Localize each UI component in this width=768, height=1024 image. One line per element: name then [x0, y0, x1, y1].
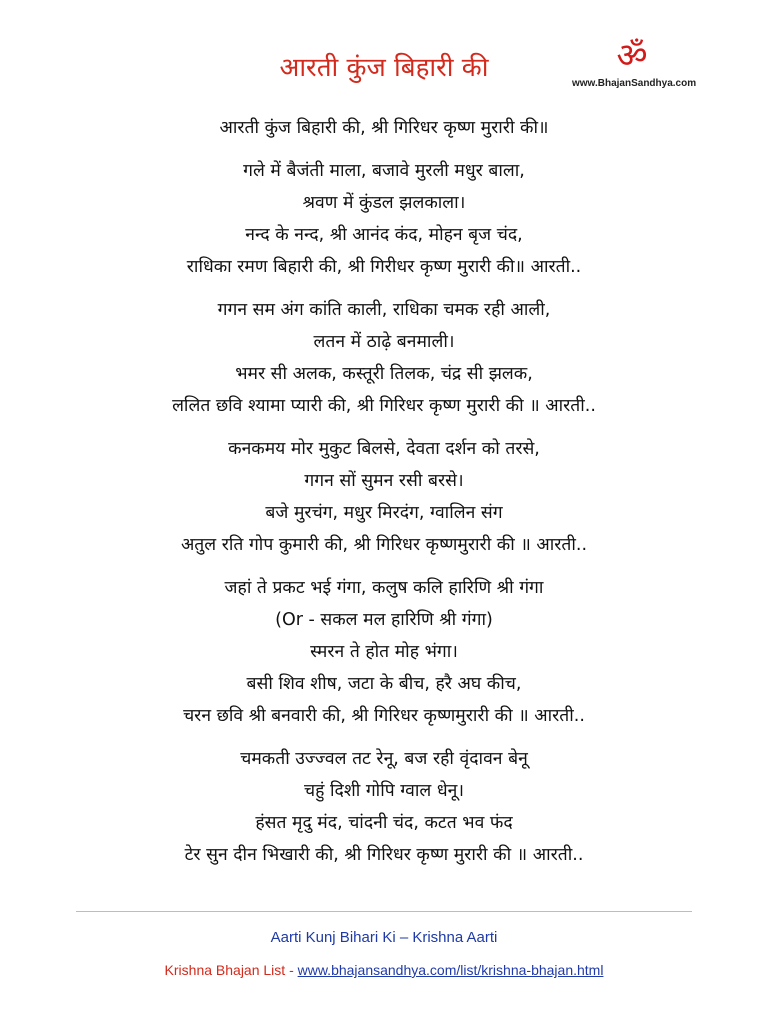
lyric-line: (Or - सकल मल हारिणि श्री गंगा): [275, 610, 493, 630]
stanza: [0, 572, 768, 732]
lyric-line: बजे मुरचंग, मधुर मिरदंग, ग्वालिन संग: [265, 503, 503, 523]
lyric-line: चहुं दिशी गोपि ग्वाल धेनू।: [304, 781, 464, 801]
page-title: आरती कुंज बिहारी की: [279, 53, 489, 83]
lyrics-body: [0, 112, 768, 882]
logo-url-text: www.BhajanSandhya.com: [572, 78, 697, 89]
lyric-line: राधिका रमण बिहारी की, श्री गिरीधर कृष्ण मुरारी की॥ आरती..: [186, 257, 582, 277]
footer-title: Aarti Kunj Bihari Ki – Krishna Aarti: [270, 929, 498, 946]
lyric-line: स्मरन ते होत मोह भंगा।: [310, 642, 458, 662]
stanza: [0, 155, 768, 283]
lyric-line: बसी शिव शीष, जटा के बीच, हरै अघ कीच,: [246, 674, 522, 694]
lyric-line: भमर सी अलक, कस्तूरी तिलक, चंद्र सी झलक,: [235, 364, 533, 384]
lyric-line: नन्द के नन्द, श्री आनंद कंद, मोहन बृज चंद,: [245, 225, 523, 245]
footer-divider: [76, 911, 692, 912]
site-logo[interactable]: [572, 36, 697, 89]
krishna-bhajan-list-link[interactable]: www.bhajansandhya.com/list/krishna-bhajan.html: [297, 962, 604, 978]
lyric-line: जहां ते प्रकट भई गंगा, कलुष कलि हारिणि श्री गंगा: [224, 578, 544, 598]
lyric-line: श्रवण में कुंडल झलकाला।: [302, 193, 466, 213]
lyric-line: चरन छवि श्री बनवारी की, श्री गिरिधर कृष्णमुरारी की ॥ आरती..: [183, 706, 585, 726]
lyric-line: टेर सुन दीन भिखारी की, श्री गिरिधर कृष्ण मुरारी की ॥ आरती..: [184, 845, 584, 865]
lyric-line: लतन में ठाढ़े बनमाली।: [313, 332, 455, 352]
lyric-line: ललित छवि श्यामा प्यारी की, श्री गिरिधर कृष्ण मुरारी की ॥ आरती..: [172, 396, 596, 416]
lyric-line: गगन सम अंग कांति काली, राधिका चमक रही आली,: [217, 300, 551, 320]
lyric-line: हंसत मृदु मंद, चांदनी चंद, कटत भव फंद: [255, 813, 513, 833]
stanza: [0, 743, 768, 871]
lyric-line: कनकमय मोर मुकुट बिलसे, देवता दर्शन को तरसे,: [228, 439, 540, 459]
lyric-line: चमकती उज्ज्वल तट रेनू, बज रही वृंदावन बेनू: [240, 749, 528, 769]
stanza: [0, 433, 768, 561]
lyric-line: अतुल रति गोप कुमारी की, श्री गिरिधर कृष्णमुरारी की ॥ आरती..: [180, 535, 588, 555]
footer-link-row: [0, 962, 768, 978]
om-icon: ॐ: [616, 36, 648, 76]
lyric-line: गले में बैजंती माला, बजावे मुरली मधुर बाला,: [243, 161, 525, 181]
stanza: [0, 112, 768, 144]
stanza: [0, 294, 768, 422]
lyric-line: आरती कुंज बिहारी की, श्री गिरिधर कृष्ण मुरारी की॥: [219, 118, 549, 138]
lyric-line: गगन सों सुमन रसी बरसे।: [304, 471, 464, 491]
footer-link-label: Krishna Bhajan List -: [164, 962, 298, 978]
